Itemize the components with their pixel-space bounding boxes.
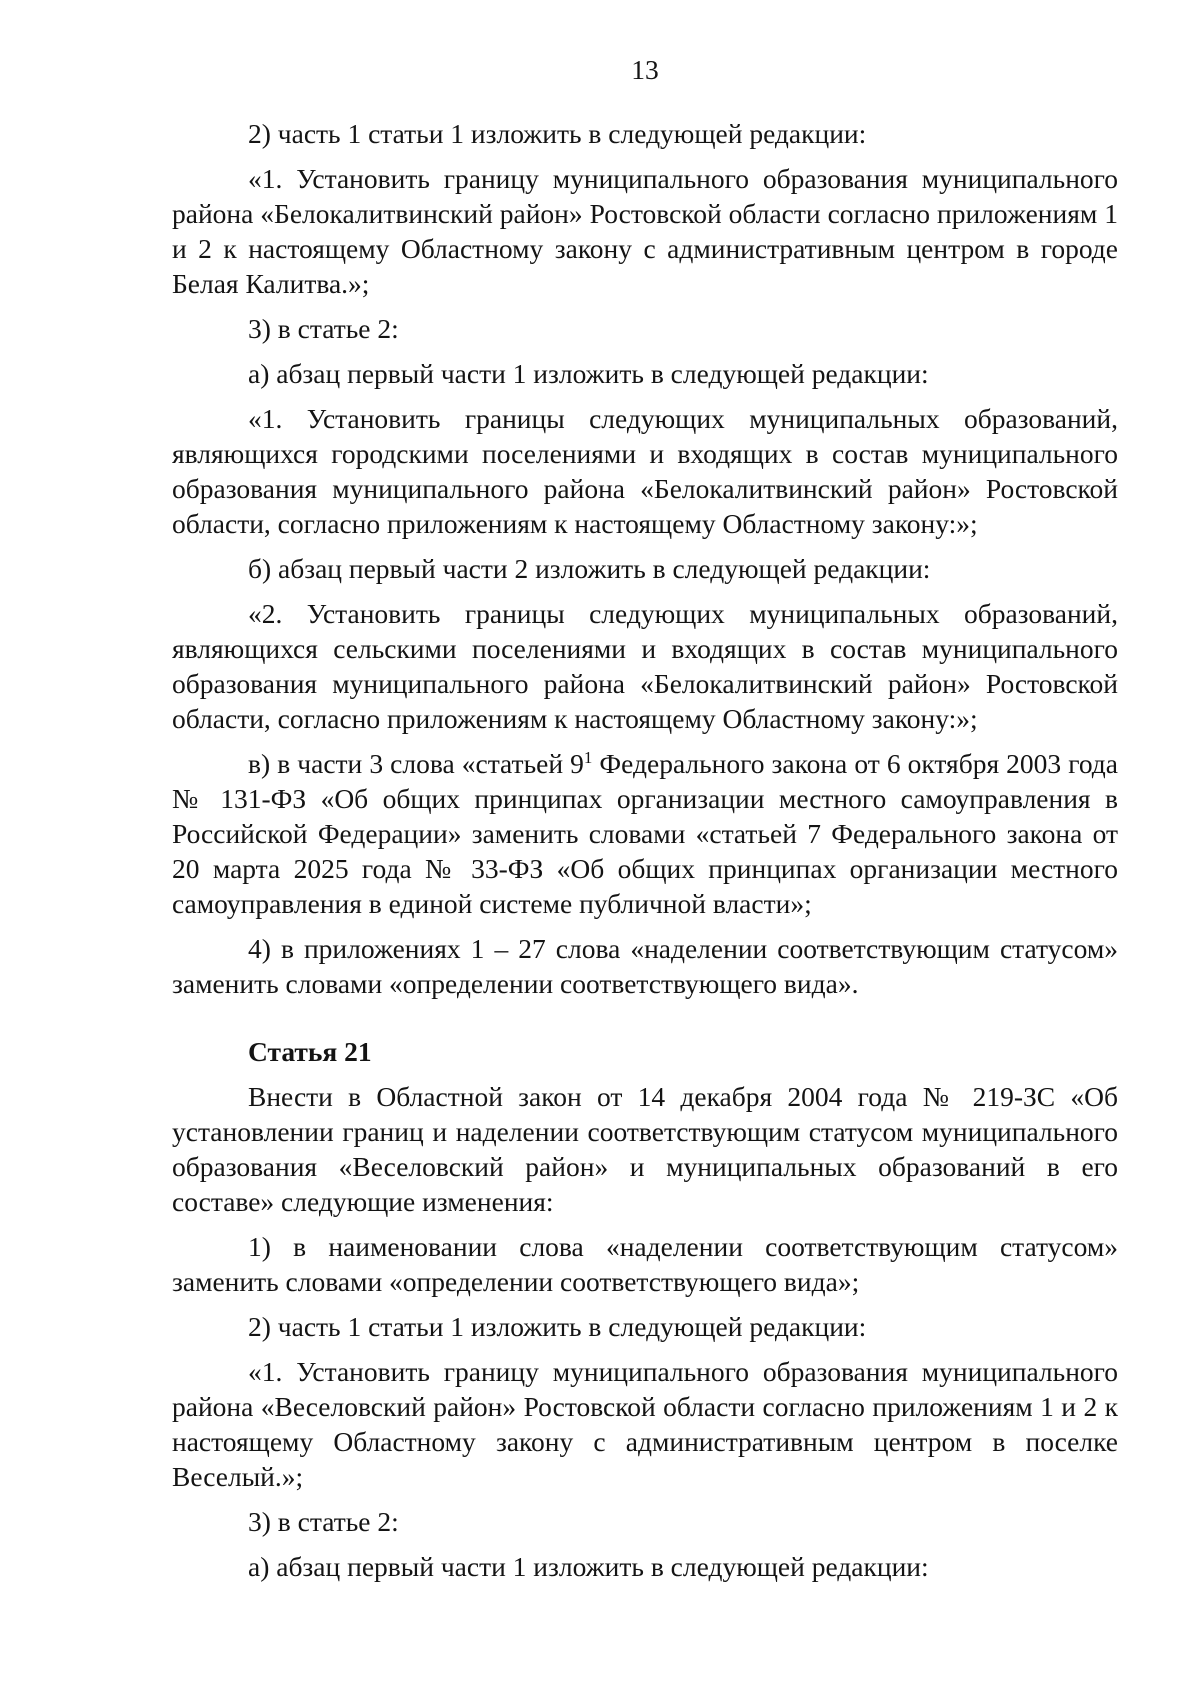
paragraph: 1) в наименовании слова «наделении соответствующим статусом» заменить словами «определении соответствующего вида»;: [172, 1231, 1118, 1297]
article-heading: Статья 21: [248, 1036, 372, 1067]
paragraph-with-superscript: [172, 746, 1118, 921]
superscript: 1: [583, 748, 593, 767]
paragraph: «2. Установить границы следующих муниципальных образований, являющихся сельскими поселениями и входящих в состав муниципального образования муниципального района «Белокалитвинский район» Ростовской области, согласно приложениям к настоящему Областному закону:»;: [172, 598, 1118, 734]
paragraph: 3) в статье 2:: [248, 313, 399, 344]
document-body: [172, 116, 1118, 1594]
paragraph: 3) в статье 2:: [248, 1506, 399, 1537]
page-number: 13: [631, 54, 659, 85]
paragraph: б) абзац первый части 2 изложить в следующей редакции:: [248, 553, 931, 584]
paragraph-text: Федерального закона от 6 октября 2003 года № 131-ФЗ «Об общих принципах организации местного самоуправления в Российской Федерации» заменить словами «статьей 7 Федерального закона от 20 марта 2025 года № 33-ФЗ «Об общих принципах организации местного самоуправления в единой системе публичной власти»;: [172, 748, 1118, 919]
paragraph: «1. Установить границу муниципального образования муниципального района «Белокалитвинский район» Ростовской области согласно приложениям 1 и 2 к настоящему Областному закону с административным центром в городе Белая Калитва.»;: [172, 163, 1118, 299]
paragraph: «1. Установить границы следующих муниципальных образований, являющихся городскими поселениями и входящих в состав муниципального образования муниципального района «Белокалитвинский район» Ростовской области, согласно приложениям к настоящему Областному закону:»;: [172, 403, 1118, 539]
paragraph-text: в) в части 3 слова «статьей 9: [248, 748, 584, 779]
paragraph: 2) часть 1 статьи 1 изложить в следующей редакции:: [248, 118, 867, 149]
paragraph: 4) в приложениях 1 – 27 слова «наделении соответствующим статусом» заменить словами «определении соответствующего вида».: [172, 933, 1118, 999]
paragraph: 2) часть 1 статьи 1 изложить в следующей редакции:: [248, 1311, 867, 1342]
paragraph: а) абзац первый части 1 изложить в следующей редакции:: [248, 358, 929, 389]
paragraph: Внести в Областной закон от 14 декабря 2004 года № 219-ЗС «Об установлении границ и наделении соответствующим статусом муниципального образования «Веселовский район» и муниципальных образований в его составе» следующие изменения:: [172, 1081, 1118, 1217]
paragraph: а) абзац первый части 1 изложить в следующей редакции:: [248, 1551, 929, 1582]
paragraph: «1. Установить границу муниципального образования муниципального района «Веселовский район» Ростовской области согласно приложениям 1 и 2 к настоящему Областному закону с административным центром в поселке Веселый.»;: [172, 1356, 1118, 1492]
